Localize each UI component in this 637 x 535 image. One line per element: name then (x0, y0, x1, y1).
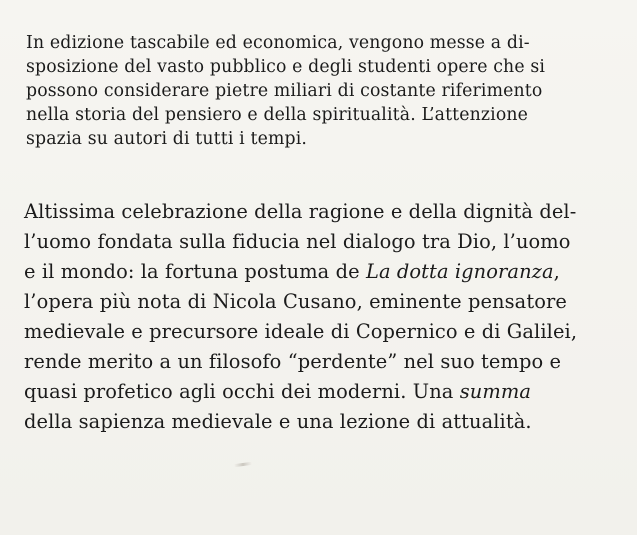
book-title: La dotta ignoranza (365, 260, 554, 283)
description-line-8: della sapienza medievale e una lezione di attualità. (24, 410, 532, 433)
description-line-6: rende merito a un filosofo “perdente” nel suo tempo e (24, 350, 562, 373)
description-line-1: Altissima celebrazione della ragione e della dignità del- (24, 200, 577, 223)
description-line-2: l’uomo fondata sulla fiducia nel dialogo tra Dio, l’uomo (24, 230, 571, 253)
description-line-3-text: e il mondo: la fortuna postuma de (24, 260, 366, 283)
description-line-7 (24, 380, 531, 403)
intro-line-2: sposizione del vasto pubblico e degli studenti opere che si (26, 57, 546, 77)
description-line-3-punct: , (553, 260, 560, 283)
intro-line-1: In edizione tascabile ed economica, vengono messe a di- (26, 33, 530, 53)
summa-word: summa (459, 380, 531, 403)
description-line-4: l’opera più nota di Nicola Cusano, eminente pensatore (24, 290, 567, 313)
intro-line-5: spazia su autori di tutti i tempi. (26, 129, 308, 149)
paper-speck (234, 462, 252, 467)
intro-line-3: possono considerare pietre miliari di costante riferimento (26, 81, 543, 101)
description-line-7-text: quasi profetico agli occhi dei moderni. Una (24, 380, 460, 403)
description-line-5: medievale e precursore ideale di Copernico e di Galilei, (24, 320, 578, 343)
intro-line-4: nella storia del pensiero e della spiritualità. L’attenzione (26, 105, 529, 125)
description-line-3 (24, 260, 560, 283)
